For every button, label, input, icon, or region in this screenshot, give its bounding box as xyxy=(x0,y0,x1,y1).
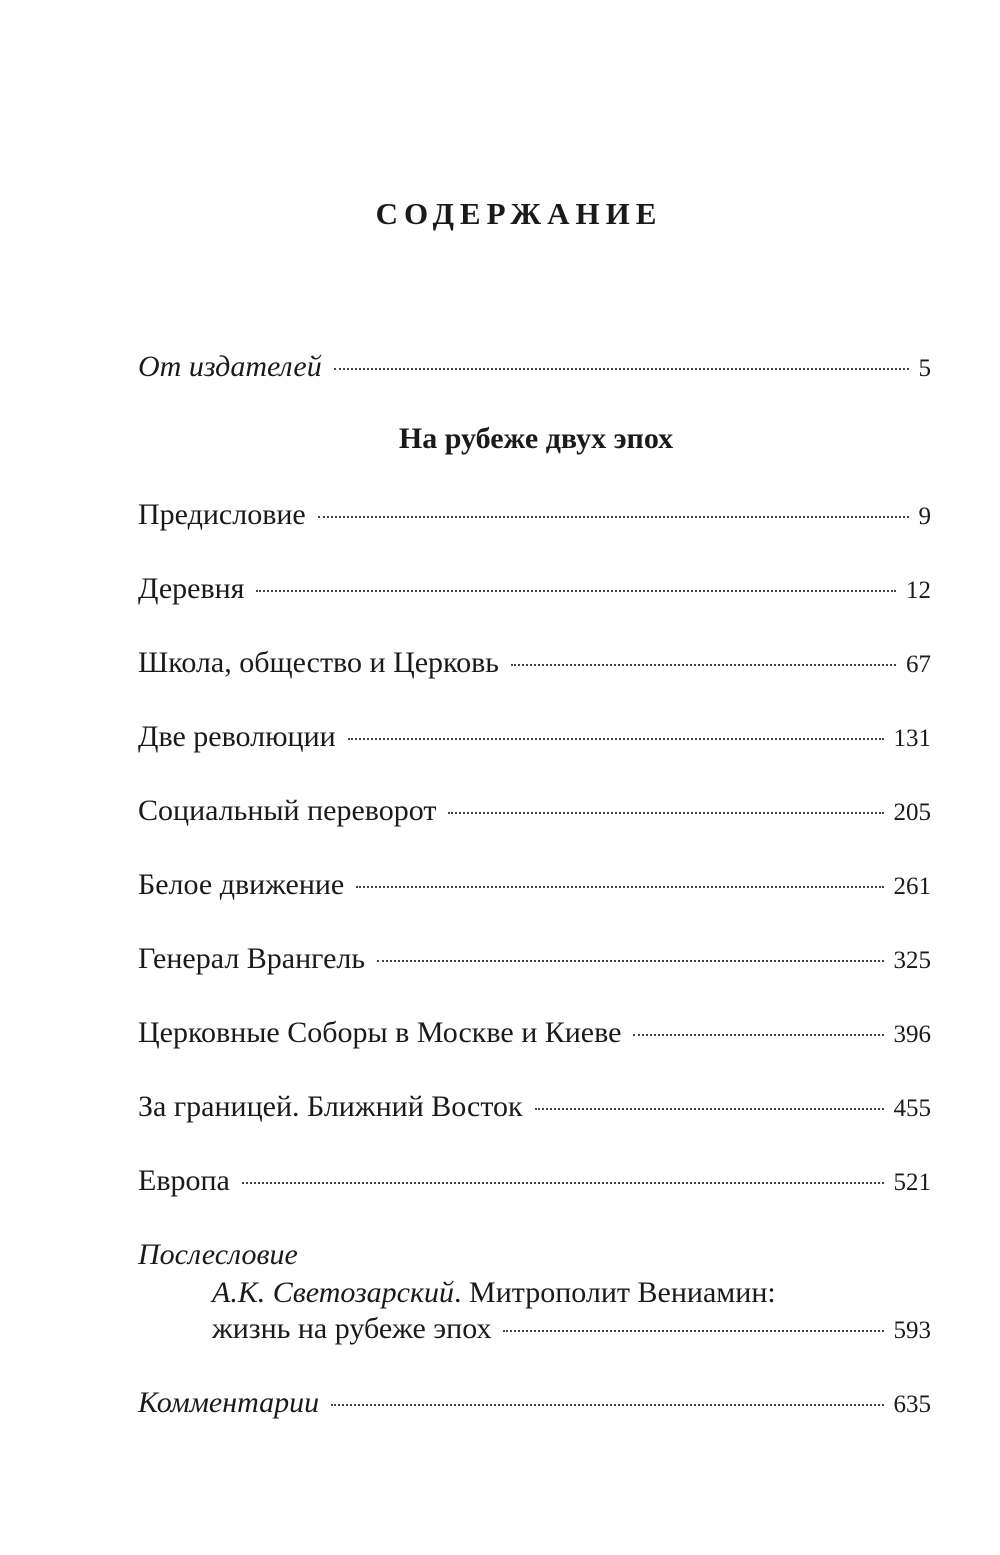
afterword-title-part1: . Митрополит Вениамин: xyxy=(454,1276,776,1309)
toc-entry[interactable] xyxy=(138,866,931,906)
toc-entry[interactable] xyxy=(138,1162,931,1202)
toc-entry-title: За границей. Ближний Восток xyxy=(138,1090,523,1123)
dot-leader xyxy=(331,1404,883,1406)
toc-entry-title: Генерал Врангель xyxy=(138,942,366,975)
toc-entry-title: От издателей xyxy=(138,350,322,383)
toc-entry-title: Предисловие xyxy=(138,498,306,531)
toc-entry[interactable] xyxy=(138,940,931,980)
toc-entry[interactable] xyxy=(138,1014,931,1054)
toc-entry-title: жизнь на рубеже эпох xyxy=(212,1312,492,1345)
dot-leader xyxy=(256,590,896,592)
afterword-author: А.К. Светозарский xyxy=(212,1276,455,1309)
dot-leader xyxy=(334,368,909,370)
dot-leader xyxy=(503,1330,883,1332)
dot-leader xyxy=(535,1108,884,1110)
toc-entry-page: 9 xyxy=(918,503,931,530)
toc-entry-title: Деревня xyxy=(138,572,245,605)
toc-entry-title: Церковные Соборы в Москве и Киеве xyxy=(138,1016,622,1049)
toc-entry-page: 131 xyxy=(893,725,931,752)
dot-leader xyxy=(242,1182,884,1184)
dot-leader xyxy=(318,516,909,518)
toc-entry-title: Белое движение xyxy=(138,868,345,901)
toc-entry-page: 12 xyxy=(906,577,931,604)
dot-leader xyxy=(348,738,884,740)
dot-leader xyxy=(633,1034,883,1036)
dot-leader xyxy=(356,886,883,888)
toc-entry-comments[interactable] xyxy=(138,1384,931,1424)
dot-leader xyxy=(377,960,883,962)
toc-entry-page: 635 xyxy=(893,1391,931,1418)
toc-entry-page: 593 xyxy=(893,1317,931,1344)
toc-entry-page: 205 xyxy=(893,799,931,826)
toc-entry-title: Школа, общество и Церковь xyxy=(138,646,499,679)
toc-entry-title: Социальный переворот xyxy=(138,794,437,827)
toc-entry-page: 67 xyxy=(906,651,931,678)
dot-leader xyxy=(448,812,883,814)
toc-entry-page: 396 xyxy=(893,1021,931,1048)
toc-entry-page: 261 xyxy=(893,873,931,900)
toc-entry[interactable] xyxy=(138,718,931,758)
afterword-label: Послесловие xyxy=(138,1238,298,1271)
toc-entry-publishers[interactable] xyxy=(138,348,931,388)
toc-entry[interactable] xyxy=(138,570,931,610)
toc-entry[interactable] xyxy=(138,1088,931,1128)
toc-entry-page: 325 xyxy=(893,947,931,974)
toc-entry-page: 521 xyxy=(893,1169,931,1196)
toc-entry-title: Комментарии xyxy=(138,1386,320,1419)
toc-entry-title: Две революции xyxy=(138,720,336,753)
page-title: СОДЕРЖАНИЕ xyxy=(375,196,663,231)
toc-entry[interactable] xyxy=(138,644,931,684)
toc-entry-page: 455 xyxy=(893,1095,931,1122)
toc-entry-title: Европа xyxy=(138,1164,230,1197)
toc-entry-page: 5 xyxy=(918,355,931,382)
toc-entry-afterword[interactable] xyxy=(212,1310,931,1350)
section-heading: На рубеже двух эпох xyxy=(398,422,674,455)
toc-entry[interactable] xyxy=(138,792,931,832)
toc-entry[interactable] xyxy=(138,496,931,536)
dot-leader xyxy=(511,664,896,666)
afterword-title-line1[interactable] xyxy=(212,1274,776,1312)
